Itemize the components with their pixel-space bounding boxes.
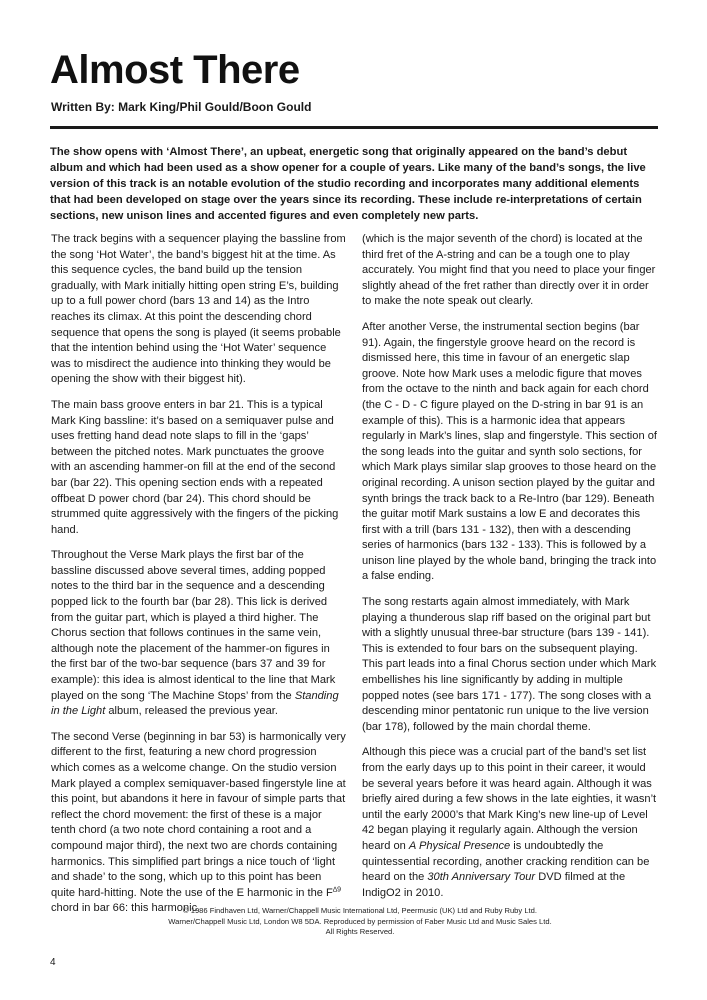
right-paragraph-4-mid: is undoubtedly the quintessential recording, another cracking rendition can be heard on the: [362, 839, 650, 884]
album-title-standing-in-the-light: Standing in the Light: [51, 689, 339, 718]
dvd-title-30th-anniversary-tour: 30th Anniversary Tour: [427, 871, 536, 884]
left-paragraph-4-end: chord in bar 66: this harmonic: [51, 902, 198, 915]
right-paragraph-2: After another Verse, the instrumental section begins (bar 91). Again, the fingerstyle groove heard on the record is dismissed here, this time in favour of an energetic slap groove. Note how Mark uses a melodic figure that moves from the octave to the ninth and back again for each chord (the C - D - C figure played on the D-string in bar 91 is an example of this). This is a harmonic idea that appears regularly in Mark’s lines, slap and fingerstyle. This section of the song leads into the guitar and synth solo sections, for which Mark plays similar slap grooves to those heard on the original recording. A unison section played by the guitar and synth brings the track back to a Re-Intro (bar 129). Beneath the guitar motif Mark sustains a low E and decorates this first with a trill (bars 131 - 132), then with a descending series of harmonics (bars 132 - 133). This is followed by a unison line played by the whole band, bringing the track into a false ending.: [362, 320, 657, 583]
intro-text: The show opens with ‘Almost There’, an upbeat, energetic song that originally appeared on the band’s debut album and which had been used as a show opener for a couple of years. Like many of the band’s songs, the live version of this track is an notable evolution of the studio recording and incorporates many additional elements that had been developed on stage over the years since its recording. These include re-interpretations of certain sections, new unison lines and accented figures and even completely new parts.: [50, 146, 646, 222]
right-column: [362, 232, 658, 911]
right-paragraph-3: The song restarts again almost immediately, with Mark playing a thunderous slap riff based on the original part but with a slightly unusual three-bar structure (bars 139 - 141). This is extended to four bars on the subsequent playing. This part leads into a final Chorus section under which Mark embellishes his line significantly by adding in multiple popped notes (see bars 171 - 177). The song closes with a descending minor pentatonic run unique to the live version (bar 178), followed by the main chordal theme.: [362, 596, 657, 733]
left-paragraph-4-text: The second Verse (beginning in bar 53) is harmonically very different to the first, featuring a new chord progression which comes as a welcome change. On the studio version Mark played a complex semiquaver-based fingerstyle line at this point, but abandons it here in favour of simple parts that reflect the chord movement: the first of these is a major tenth chord (a two note chord containing a root and a compound major third), the next two are chords containing harmonics. This simplified part brings a nice touch of ‘light and shade’ to the song, which up to this point has been quite hard-hitting. Note the use of the E harmonic in the F: [51, 730, 346, 899]
right-paragraph-4: [362, 745, 658, 901]
right-paragraph-1: (which is the major seventh of the chord) is located at the third fret of the A-string and can be a tough one to play accurately. You might find that you need to place your finger slightly ahead of the fret rather than directly over it in order to make the note speak out clearly.: [362, 233, 656, 308]
chord-superscript: ∆9: [332, 886, 342, 894]
copyright-footer: [130, 906, 590, 938]
left-paragraph-2: The main bass groove enters in bar 21. This is a typical Mark King bassline: it’s based on a semiquaver pulse and uses fretting hand dead note slaps to fill in the ‘gaps’ between the pitched notes. Mark punctuates the groove with an ascending hammer-on fill at the end of the second bar (bar 22). This opening section ends with a repeated offbeat D power chord (bar 24). This chord should be strummed quite aggressively with the fingers of the picking hand.: [51, 398, 339, 536]
left-paragraph-1: The track begins with a sequencer playing the bassline from the song ‘Hot Water’, the band’s biggest hit at the time. As this sequence cycles, the band build up the tension gradually, with Mark initially hitting open string E’s, building up to a full power chord (bars 13 and 14) as the Intro reaches its climax. At this point the descending chord sequence that opens the song is played (it seems probable that the intention behind using the ‘Hot Water’ sequence was to misdirect the audience into thinking they would be opening the show with their biggest hit).: [51, 233, 346, 386]
left-paragraph-3-end: album, released the previous year.: [105, 705, 278, 718]
right-paragraph-4-text: Although this piece was a crucial part of the band’s set list from the early days up to this point in their career, it would be several years before it was heard again. Although it was briefly aired during a few shows in the late eighties, it wasn’t until the early 2000’s that Mark King’s new line-up of Level 42 began playing it regularly again. Although the version heard on: [362, 746, 657, 852]
copyright-line-3: All Rights Reserved.: [325, 927, 395, 936]
copyright-line-1: © 1986 Findhaven Ltd, Warner/Chappell Music International Ltd, Peermusic (UK) Ltd and Ruby Ruby Ltd.: [183, 906, 537, 915]
left-paragraph-3-text: Throughout the Verse Mark plays the first bar of the bassline discussed above several times, adding popped notes to the third bar in the sequence and a descending popped lick to the fourth bar (bar 28). This lick is derived from the guitar part, which is played a third higher. The Chorus section that follows continues in the same vein, although note the placement of the hammer-on figures in the first bar of the two-bar sequence (bars 37 and 39 for example): this idea is almost identical to the line that Mark played on the song ‘The Machine Stops’ from the: [51, 549, 336, 702]
songwriter-credits: Written By: Mark King/Phil Gould/Boon Gould: [51, 100, 312, 114]
page-number: 4: [50, 957, 56, 968]
page-title: Almost There: [50, 48, 300, 92]
left-column: [51, 232, 347, 927]
left-paragraph-4: [51, 730, 347, 917]
left-paragraph-3: [51, 548, 347, 720]
right-paragraph-4-end: DVD filmed at the IndigO2 in 2010.: [362, 871, 626, 899]
copyright-line-2: Warner/Chappell Music Ltd, London W8 5DA. Reproduced by permission of Faber Music Ltd and Music Sales Ltd.: [168, 916, 552, 926]
intro-paragraph: [50, 144, 660, 224]
album-title-a-physical-presence: A Physical Presence: [408, 839, 511, 852]
header-divider: [50, 126, 658, 129]
